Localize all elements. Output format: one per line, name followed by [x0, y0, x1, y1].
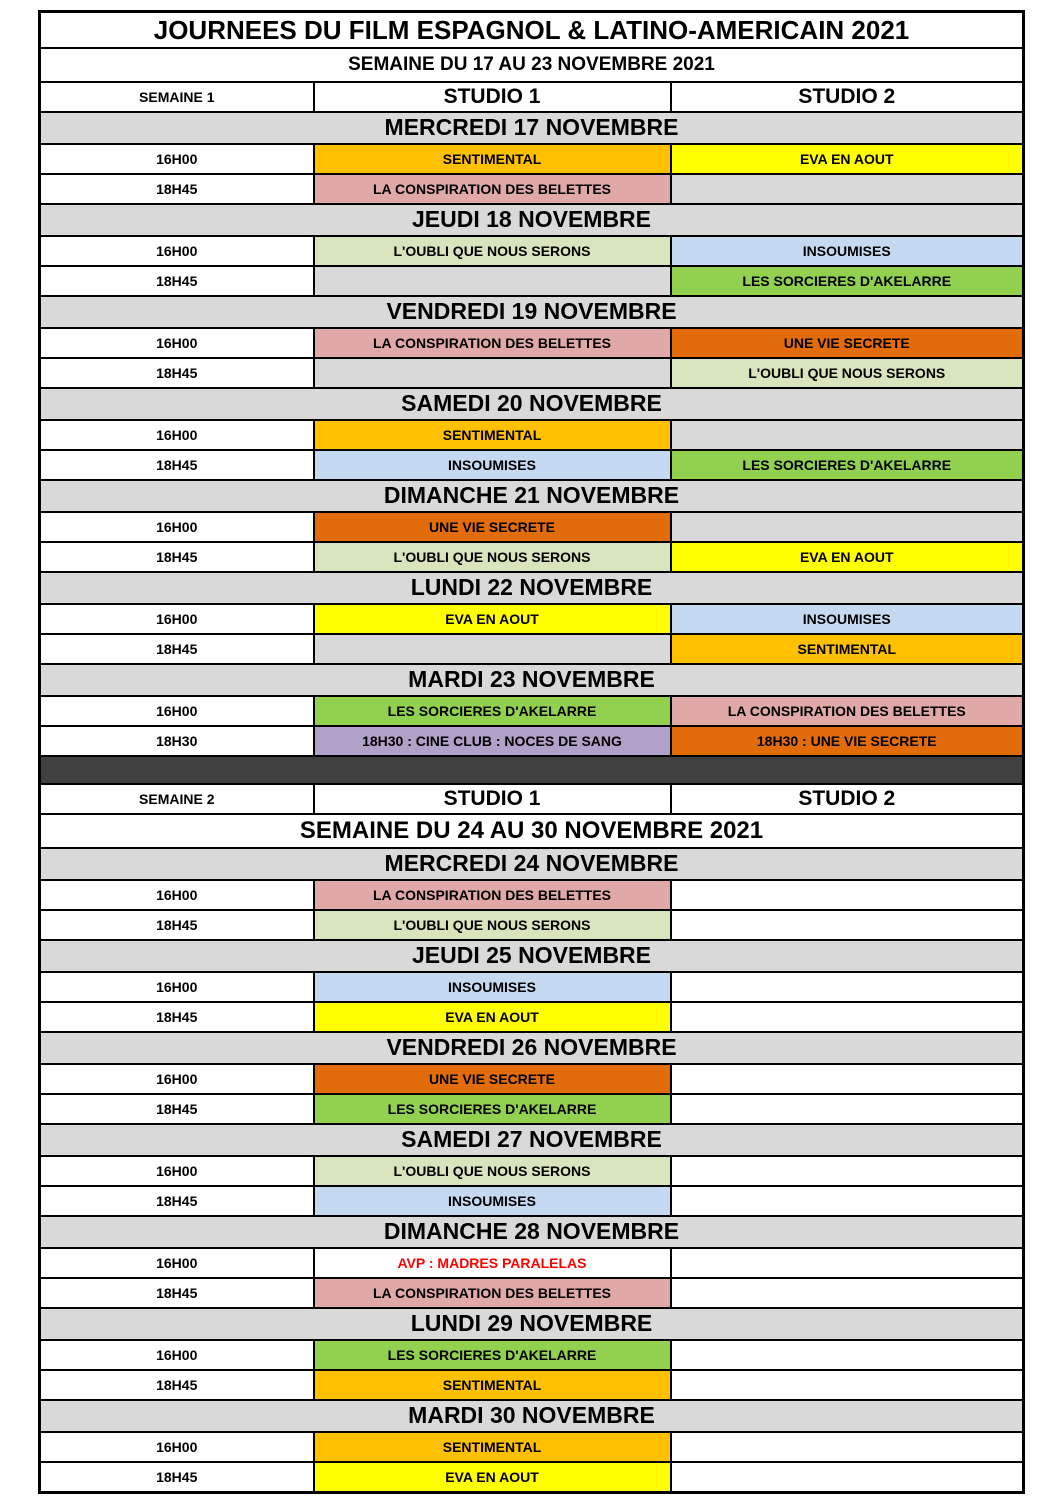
- week-subtitle: SEMAINE DU 17 AU 23 NOVEMBRE 2021: [40, 48, 1024, 82]
- film-cell: EVA EN AOUT: [314, 1462, 671, 1493]
- time-cell: 18H45: [40, 1094, 314, 1124]
- film-cell: LES SORCIERES D'AKELARRE: [314, 696, 671, 726]
- day-header: DIMANCHE 28 NOVEMBRE: [40, 1216, 1024, 1248]
- day-header: MERCREDI 24 NOVEMBRE: [40, 848, 1024, 880]
- film-cell: LA CONSPIRATION DES BELETTES: [671, 696, 1024, 726]
- time-cell: 16H00: [40, 144, 314, 174]
- film-cell: UNE VIE SECRETE: [314, 512, 671, 542]
- film-cell: EVA EN AOUT: [314, 1002, 671, 1032]
- film-cell: INSOUMISES: [314, 1186, 671, 1216]
- screening-row: [40, 542, 1024, 572]
- film-cell-empty: [671, 420, 1024, 450]
- time-cell: 18H45: [40, 266, 314, 296]
- film-cell-empty: [671, 1462, 1024, 1493]
- screening-row: [40, 512, 1024, 542]
- film-cell: 18H30 : UNE VIE SECRETE: [671, 726, 1024, 756]
- film-cell: SENTIMENTAL: [314, 1370, 671, 1400]
- day-header-row: [40, 848, 1024, 880]
- film-cell: LES SORCIERES D'AKELARRE: [314, 1340, 671, 1370]
- film-cell-empty: [671, 1340, 1024, 1370]
- film-cell-empty: [671, 1432, 1024, 1462]
- studio2-header: STUDIO 2: [671, 784, 1024, 814]
- time-cell: 16H00: [40, 1064, 314, 1094]
- day-header: JEUDI 25 NOVEMBRE: [40, 940, 1024, 972]
- film-cell: AVP : MADRES PARALELAS: [314, 1248, 671, 1278]
- studio1-header: STUDIO 1: [314, 784, 671, 814]
- film-cell: L'OUBLI QUE NOUS SERONS: [314, 1156, 671, 1186]
- day-header: LUNDI 29 NOVEMBRE: [40, 1308, 1024, 1340]
- time-cell: 18H45: [40, 1370, 314, 1400]
- screening-row: [40, 1248, 1024, 1278]
- film-cell: L'OUBLI QUE NOUS SERONS: [671, 358, 1024, 388]
- film-cell-empty: [671, 972, 1024, 1002]
- day-header-row: [40, 112, 1024, 144]
- time-cell: 16H00: [40, 604, 314, 634]
- screening-row: [40, 1462, 1024, 1493]
- film-cell: SENTIMENTAL: [314, 420, 671, 450]
- time-cell: 18H45: [40, 450, 314, 480]
- day-header: MARDI 23 NOVEMBRE: [40, 664, 1024, 696]
- film-cell-empty: [671, 174, 1024, 204]
- time-cell: 18H45: [40, 174, 314, 204]
- screening-row: [40, 1064, 1024, 1094]
- film-cell: UNE VIE SECRETE: [314, 1064, 671, 1094]
- film-cell: L'OUBLI QUE NOUS SERONS: [314, 542, 671, 572]
- day-header-row: [40, 940, 1024, 972]
- film-cell-empty: [671, 1094, 1024, 1124]
- week-separator: [40, 756, 1024, 784]
- film-cell-empty: [671, 1186, 1024, 1216]
- film-cell-empty: [314, 358, 671, 388]
- time-cell: 18H45: [40, 1186, 314, 1216]
- film-cell-empty: [671, 1064, 1024, 1094]
- screening-row: [40, 144, 1024, 174]
- film-cell: EVA EN AOUT: [671, 542, 1024, 572]
- screening-row: [40, 1370, 1024, 1400]
- film-cell: LA CONSPIRATION DES BELETTES: [314, 174, 671, 204]
- day-header: DIMANCHE 21 NOVEMBRE: [40, 480, 1024, 512]
- film-cell-empty: [314, 266, 671, 296]
- day-header-row: [40, 388, 1024, 420]
- screening-row: [40, 450, 1024, 480]
- day-header: MERCREDI 17 NOVEMBRE: [40, 112, 1024, 144]
- time-cell: 18H45: [40, 358, 314, 388]
- time-cell: 16H00: [40, 1156, 314, 1186]
- day-header-row: [40, 664, 1024, 696]
- time-cell: 16H00: [40, 512, 314, 542]
- time-cell: 18H45: [40, 634, 314, 664]
- time-cell: 16H00: [40, 880, 314, 910]
- week-subtitle-row: [40, 48, 1024, 82]
- day-header-row: [40, 480, 1024, 512]
- week-label: SEMAINE 2: [40, 784, 314, 814]
- screening-row: [40, 420, 1024, 450]
- film-cell: LA CONSPIRATION DES BELETTES: [314, 328, 671, 358]
- time-cell: 16H00: [40, 328, 314, 358]
- film-cell: LES SORCIERES D'AKELARRE: [671, 266, 1024, 296]
- week-header-row: [40, 82, 1024, 112]
- day-header: SAMEDI 20 NOVEMBRE: [40, 388, 1024, 420]
- film-cell: SENTIMENTAL: [314, 1432, 671, 1462]
- film-cell-empty: [671, 1278, 1024, 1308]
- studio1-header: STUDIO 1: [314, 82, 671, 112]
- film-cell-empty: [671, 1002, 1024, 1032]
- film-cell: EVA EN AOUT: [671, 144, 1024, 174]
- day-header: MARDI 30 NOVEMBRE: [40, 1400, 1024, 1432]
- week-subtitle: SEMAINE DU 24 AU 30 NOVEMBRE 2021: [40, 814, 1024, 848]
- screening-row: [40, 972, 1024, 1002]
- page-title: JOURNEES DU FILM ESPAGNOL & LATINO-AMERICAIN 2021: [40, 12, 1024, 49]
- time-cell: 16H00: [40, 1432, 314, 1462]
- screening-row: [40, 1278, 1024, 1308]
- day-header-row: [40, 1032, 1024, 1064]
- film-cell: LA CONSPIRATION DES BELETTES: [314, 880, 671, 910]
- time-cell: 16H00: [40, 1340, 314, 1370]
- screening-row: [40, 1156, 1024, 1186]
- screening-row: [40, 880, 1024, 910]
- film-cell: LES SORCIERES D'AKELARRE: [671, 450, 1024, 480]
- time-cell: 16H00: [40, 696, 314, 726]
- day-header-row: [40, 572, 1024, 604]
- film-cell: SENTIMENTAL: [671, 634, 1024, 664]
- day-header: LUNDI 22 NOVEMBRE: [40, 572, 1024, 604]
- day-header-row: [40, 1400, 1024, 1432]
- time-cell: 16H00: [40, 236, 314, 266]
- day-header: JEUDI 18 NOVEMBRE: [40, 204, 1024, 236]
- film-cell-empty: [671, 512, 1024, 542]
- time-cell: 18H45: [40, 910, 314, 940]
- day-header: VENDREDI 19 NOVEMBRE: [40, 296, 1024, 328]
- time-cell: 18H45: [40, 1462, 314, 1493]
- screening-row: [40, 328, 1024, 358]
- schedule-table: [38, 10, 1025, 1494]
- time-cell: 18H45: [40, 542, 314, 572]
- screening-row: [40, 1002, 1024, 1032]
- screening-row: [40, 634, 1024, 664]
- day-header-row: [40, 296, 1024, 328]
- screening-row: [40, 696, 1024, 726]
- screening-row: [40, 1432, 1024, 1462]
- film-cell: LA CONSPIRATION DES BELETTES: [314, 1278, 671, 1308]
- screening-row: [40, 358, 1024, 388]
- film-cell: INSOUMISES: [671, 236, 1024, 266]
- studio2-header: STUDIO 2: [671, 82, 1024, 112]
- screening-row: [40, 1094, 1024, 1124]
- film-cell-empty: [671, 1248, 1024, 1278]
- week-header-row: [40, 784, 1024, 814]
- day-header: SAMEDI 27 NOVEMBRE: [40, 1124, 1024, 1156]
- title-row: [40, 12, 1024, 49]
- film-cell: INSOUMISES: [314, 972, 671, 1002]
- time-cell: 16H00: [40, 1248, 314, 1278]
- film-cell: INSOUMISES: [671, 604, 1024, 634]
- film-cell-empty: [671, 1370, 1024, 1400]
- film-cell: SENTIMENTAL: [314, 144, 671, 174]
- screening-row: [40, 604, 1024, 634]
- day-header: VENDREDI 26 NOVEMBRE: [40, 1032, 1024, 1064]
- screening-row: [40, 174, 1024, 204]
- film-cell: 18H30 : CINE CLUB : NOCES DE SANG: [314, 726, 671, 756]
- day-header-row: [40, 1216, 1024, 1248]
- separator-row: [40, 756, 1024, 784]
- screening-row: [40, 726, 1024, 756]
- film-cell-empty: [314, 634, 671, 664]
- time-cell: 16H00: [40, 972, 314, 1002]
- week-label: SEMAINE 1: [40, 82, 314, 112]
- day-header-row: [40, 1308, 1024, 1340]
- time-cell: 18H45: [40, 1278, 314, 1308]
- film-cell: L'OUBLI QUE NOUS SERONS: [314, 236, 671, 266]
- screening-row: [40, 266, 1024, 296]
- screening-row: [40, 1340, 1024, 1370]
- film-cell: INSOUMISES: [314, 450, 671, 480]
- film-cell-empty: [671, 1156, 1024, 1186]
- film-cell-empty: [671, 910, 1024, 940]
- time-cell: 18H45: [40, 1002, 314, 1032]
- film-cell: L'OUBLI QUE NOUS SERONS: [314, 910, 671, 940]
- film-cell-empty: [671, 880, 1024, 910]
- week-subtitle-row: [40, 814, 1024, 848]
- film-cell: UNE VIE SECRETE: [671, 328, 1024, 358]
- day-header-row: [40, 1124, 1024, 1156]
- screening-row: [40, 236, 1024, 266]
- screening-row: [40, 1186, 1024, 1216]
- film-cell: EVA EN AOUT: [314, 604, 671, 634]
- time-cell: 18H30: [40, 726, 314, 756]
- film-cell: LES SORCIERES D'AKELARRE: [314, 1094, 671, 1124]
- day-header-row: [40, 204, 1024, 236]
- time-cell: 16H00: [40, 420, 314, 450]
- screening-row: [40, 910, 1024, 940]
